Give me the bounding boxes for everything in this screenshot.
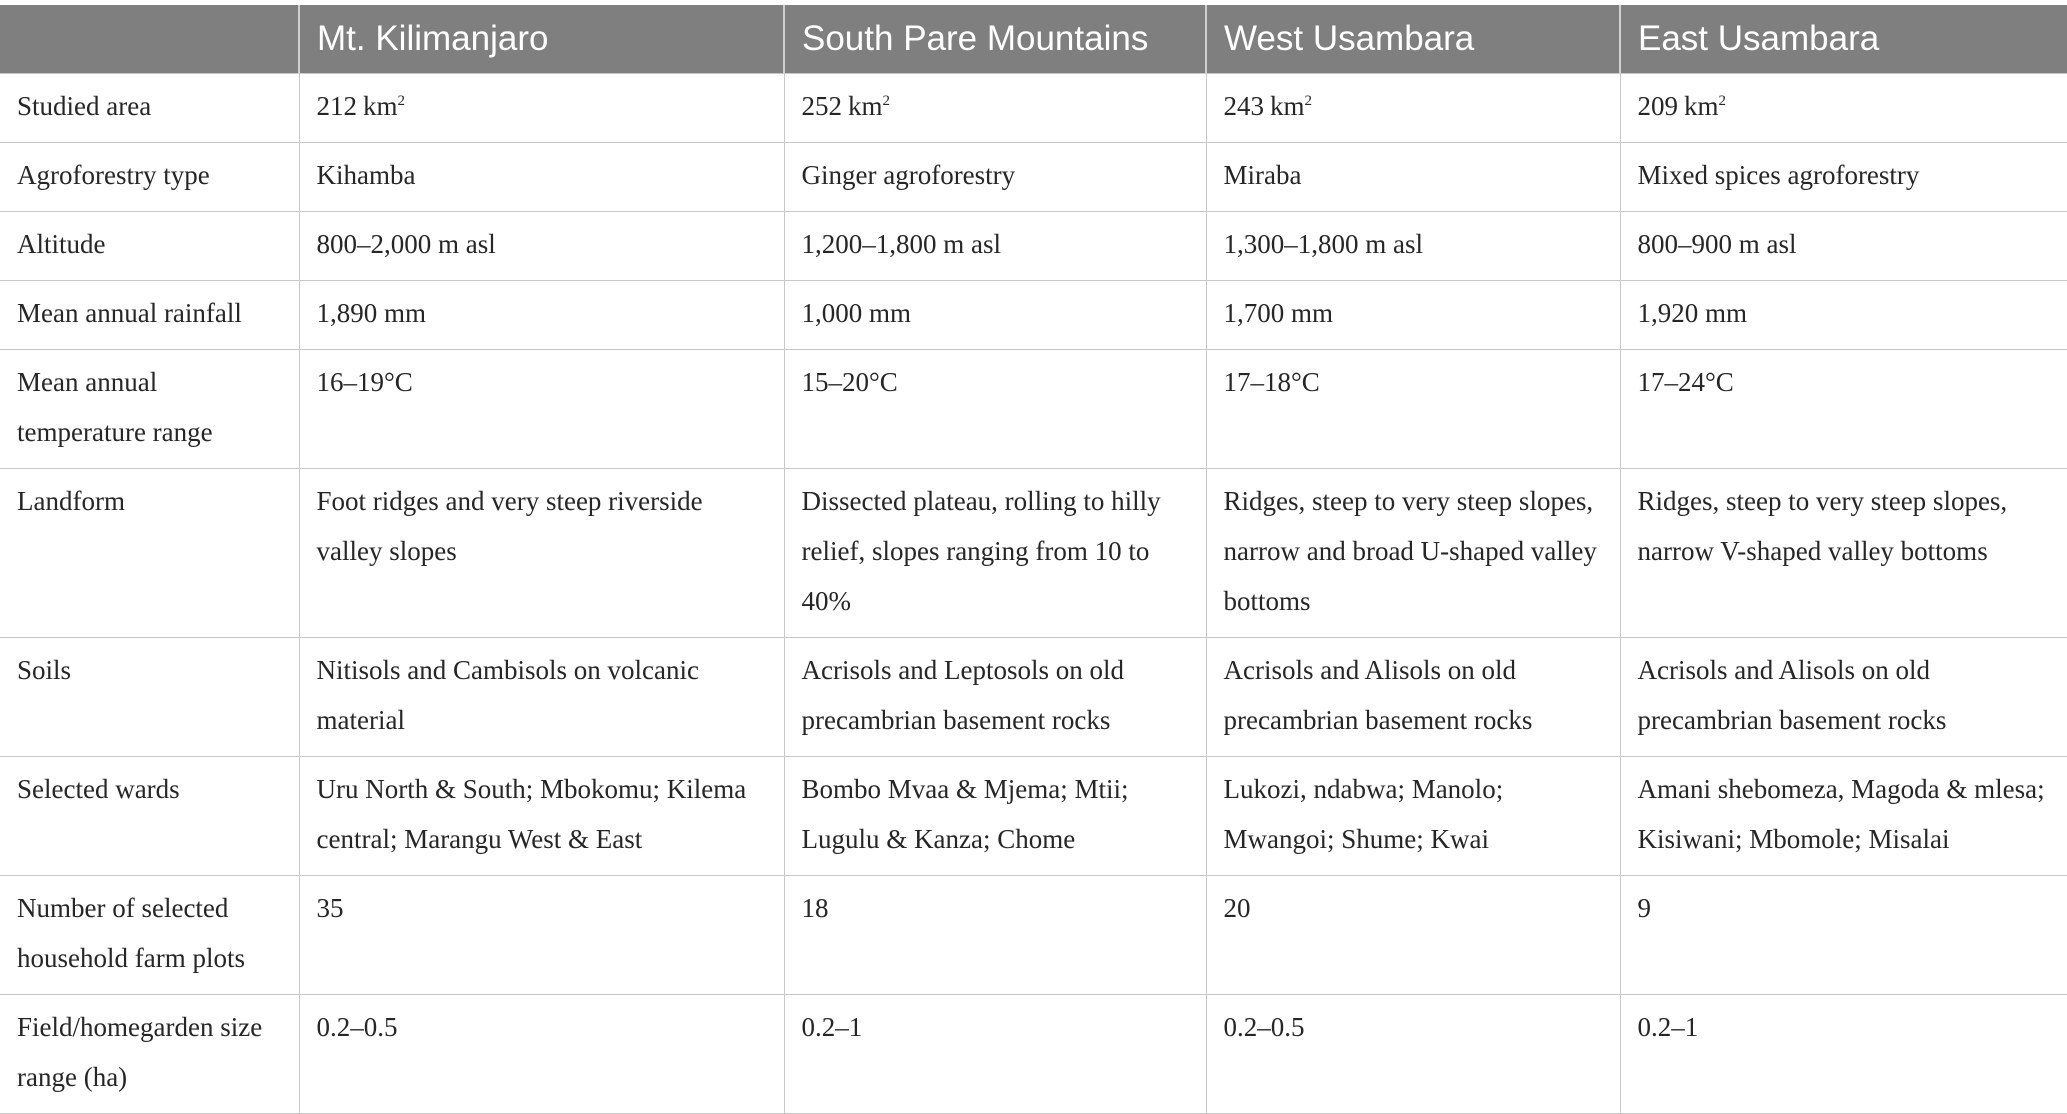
table-cell: 1,890 mm: [299, 281, 784, 350]
table-cell: [1620, 74, 2067, 143]
area-value: 243: [1223, 91, 1264, 121]
header-row: [0, 5, 2067, 74]
row-label: Landform: [0, 469, 299, 638]
table-cell: Acrisols and Alisols on old precambrian basement rocks: [1620, 638, 2067, 757]
table-cell: 0.2–1: [784, 995, 1206, 1114]
area-unit: km: [1270, 91, 1305, 121]
site-characteristics-table-container: [0, 5, 2067, 1114]
table-cell: Foot ridges and very steep riverside valley slopes: [299, 469, 784, 638]
area-exponent: 2: [397, 93, 406, 109]
area-exponent: 2: [1304, 93, 1313, 109]
table-row-altitude: [0, 212, 2067, 281]
table-cell: 0.2–1: [1620, 995, 2067, 1114]
table-cell: 35: [299, 876, 784, 995]
table-cell: 1,300–1,800 m asl: [1206, 212, 1620, 281]
table-cell: Bombo Mvaa & Mjema; Mtii; Lugulu & Kanza; Chome: [784, 757, 1206, 876]
header-corner-cell: [0, 5, 299, 74]
table-row-mean-annual-rainfall: [0, 281, 2067, 350]
row-label: Agroforestry type: [0, 143, 299, 212]
area-unit: km: [848, 91, 883, 121]
area-unit: km: [363, 91, 398, 121]
table-cell: Ridges, steep to very steep slopes, narrow and broad U-shaped valley bottoms: [1206, 469, 1620, 638]
table-cell: 17–18°C: [1206, 350, 1620, 469]
table-row-number-of-household-farm-plots: [0, 876, 2067, 995]
row-label: Field/homegarden size range (ha): [0, 995, 299, 1114]
row-label: Mean annual rainfall: [0, 281, 299, 350]
header-west-usambara: West Usambara: [1206, 5, 1620, 74]
table-row-mean-annual-temperature-range: [0, 350, 2067, 469]
header-mt-kilimanjaro: Mt. Kilimanjaro: [299, 5, 784, 74]
table-cell: Dissected plateau, rolling to hilly relief, slopes ranging from 10 to 40%: [784, 469, 1206, 638]
table-cell: [1206, 74, 1620, 143]
table-cell: Ginger agroforestry: [784, 143, 1206, 212]
area-unit: km: [1684, 91, 1719, 121]
table-cell: 1,700 mm: [1206, 281, 1620, 350]
table-header: [0, 5, 2067, 74]
table-cell: 1,920 mm: [1620, 281, 2067, 350]
table-cell: [299, 74, 784, 143]
table-cell: 0.2–0.5: [299, 995, 784, 1114]
row-label: Mean annual temperature range: [0, 350, 299, 469]
table-cell: 1,200–1,800 m asl: [784, 212, 1206, 281]
table-cell: Lukozi, ndabwa; Manolo; Mwangoi; Shume; Kwai: [1206, 757, 1620, 876]
table-row-selected-wards: [0, 757, 2067, 876]
table-cell: 15–20°C: [784, 350, 1206, 469]
table-cell: 0.2–0.5: [1206, 995, 1620, 1114]
table-cell: Ridges, steep to very steep slopes, narrow V-shaped valley bottoms: [1620, 469, 2067, 638]
table-cell: 20: [1206, 876, 1620, 995]
table-cell: 16–19°C: [299, 350, 784, 469]
site-characteristics-table: [0, 5, 2067, 1114]
table-cell: 1,000 mm: [784, 281, 1206, 350]
table-row-studied-area: [0, 74, 2067, 143]
table-cell: Nitisols and Cambisols on volcanic material: [299, 638, 784, 757]
table-cell: Amani shebomeza, Magoda & mlesa; Kisiwani; Mbomole; Misalai: [1620, 757, 2067, 876]
table-cell: Miraba: [1206, 143, 1620, 212]
table-cell: Kihamba: [299, 143, 784, 212]
table-row-landform: [0, 469, 2067, 638]
row-label: Number of selected household farm plots: [0, 876, 299, 995]
table-cell: Uru North & South; Mbokomu; Kilema central; Marangu West & East: [299, 757, 784, 876]
table-cell: [784, 74, 1206, 143]
table-cell: 17–24°C: [1620, 350, 2067, 469]
area-exponent: 2: [882, 93, 891, 109]
row-label: Studied area: [0, 74, 299, 143]
header-south-pare-mountains: South Pare Mountains: [784, 5, 1206, 74]
table-cell: 800–2,000 m asl: [299, 212, 784, 281]
table-cell: Mixed spices agroforestry: [1620, 143, 2067, 212]
table-row-agroforestry-type: [0, 143, 2067, 212]
row-label: Selected wards: [0, 757, 299, 876]
table-cell: 800–900 m asl: [1620, 212, 2067, 281]
table-row-field-homegarden-size: [0, 995, 2067, 1114]
row-label: Altitude: [0, 212, 299, 281]
area-value: 209: [1637, 91, 1678, 121]
table-cell: Acrisols and Alisols on old precambrian basement rocks: [1206, 638, 1620, 757]
table-cell: 9: [1620, 876, 2067, 995]
table-row-soils: [0, 638, 2067, 757]
area-value: 252: [801, 91, 842, 121]
row-label: Soils: [0, 638, 299, 757]
header-east-usambara: East Usambara: [1620, 5, 2067, 74]
table-cell: 18: [784, 876, 1206, 995]
area-value: 212: [316, 91, 357, 121]
area-exponent: 2: [1718, 93, 1727, 109]
table-cell: Acrisols and Leptosols on old precambrian basement rocks: [784, 638, 1206, 757]
table-body: [0, 74, 2067, 1114]
